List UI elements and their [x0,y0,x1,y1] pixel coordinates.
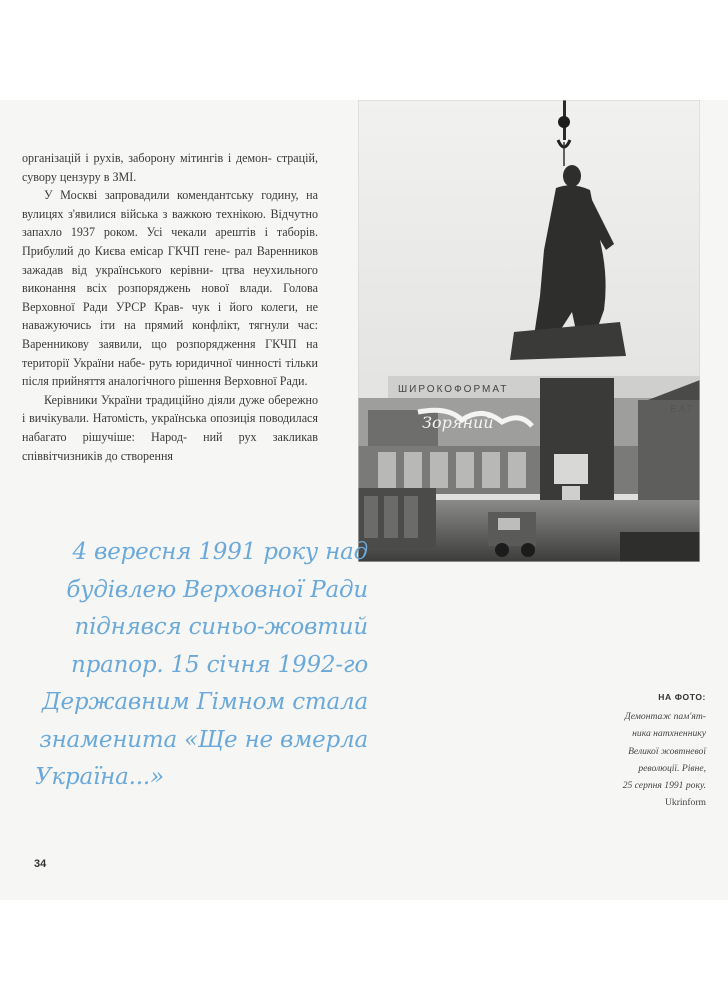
caption-label: НА ФОТО: [658,692,706,702]
text-line: аналогічного рішення Верховної Ради. [108,374,308,389]
text-line: Відчутно запахло 1937 роком. Усі чекали арештів [22,206,318,240]
text-line: руть юридичної чинності тільки після прийняття [22,355,319,389]
text-line: організацій і рухів, заборону мітингів і демон- [22,151,272,165]
photo-caption [592,692,706,812]
text-line: чук і його колеги, не наважуючись іти на прямий [22,299,318,333]
photo-image [358,100,700,562]
text-line: У Москві запровадили комендантську годину, [44,188,299,203]
quote-line: знаменита «Ще не вмерла [39,726,368,753]
caption-line: Великої жовтневої [628,745,706,757]
quote-line: Державним Гімном стала [41,689,368,715]
text-line: розпорядження ГКЧП на території України набе- [22,336,318,370]
text-line: нової влади. Голова Верховної Ради УРСР Крав- [22,281,318,314]
quote-line: будівлею Верховної Ради [66,576,368,603]
quote-line: прапор. 15 січня 1992-го [70,651,368,678]
page-number: 34 [34,858,47,870]
caption-line: революції. Рівне, [638,762,706,774]
building-sign: ШИРОКОФОРМАТ [398,384,509,395]
text-line: на вулицях з'явилися війська з важкою технікою. [22,188,318,221]
text-line: опозиція поводилася набагато рішучіше: Народ- [22,411,318,444]
text-line: і таборів. Прибулий до Києва емісар ГКЧП гене- [22,225,318,258]
photo-monument-dismantling [358,100,700,562]
caption-line: ника натхненнику [632,728,706,740]
paragraph-1 [22,149,318,186]
text-line: конфлікт, тягнули час: Варенникову заявили, що [22,318,318,351]
text-line: цтва неухильного виконання всіх розпоряджень [22,262,318,296]
caption-line: Демонтаж пам'ят- [624,711,706,722]
quote-line: піднявся синьо-жовтий [74,614,368,640]
pull-quote [32,534,368,797]
text-line: обережно і вичікували. Натомість, українська [22,392,318,426]
body-text [22,149,318,465]
photo-credit: Ukrinform [664,797,706,809]
text-line: Керівники України традиційно діяли дуже [44,392,265,407]
quote-line: 4 вересня 1991 року над [72,539,368,565]
paragraph-2 [22,186,318,391]
paragraph-3 [22,391,318,465]
text-line: рал Варенников зажадав від українського керівни- [22,243,318,277]
script-sign: Зоряний [422,413,494,432]
caption-line: 25 серпня 1991 року. [622,780,706,792]
quote-line: Україна...» [35,764,164,790]
text-line: страцій, сувору цензуру в ЗМІ. [22,151,318,184]
building-sign-right: ЕАТ [670,404,695,415]
text-line: ний рух закликав співвітчизників до створення [22,429,318,463]
caption-text [592,708,706,794]
